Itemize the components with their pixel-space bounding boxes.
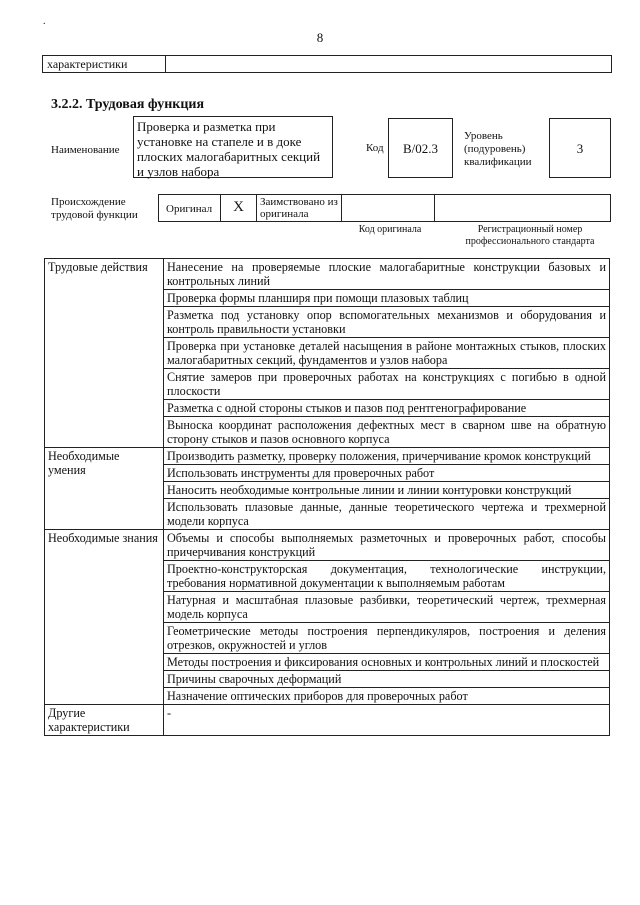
table-row: Использовать инструменты для проверочных работ [164,465,610,482]
table-row: Натурная и масштабная плазовые разбивки, теоретический чертеж, трехмерная модель корпуса [164,592,610,623]
table-row: Методы построения и фиксирования основных и контрольных линий и плоскостей [164,654,610,671]
scan-mark: . [43,16,46,27]
top-row [42,55,612,73]
section-header: Необходимые умения [45,448,164,530]
table-row: Производить разметку, проверку положения, причерчивание кромок конструкций [164,448,610,465]
kod-label: Код [366,142,384,154]
function-name: Проверка и разметка при установке на стапеле и в доке плоских малогабаритных секций и узлов набора [133,116,333,178]
table-row: Проверка формы планширя при помощи плазовых таблиц [164,290,610,307]
origin-reg-cell [435,195,610,221]
table-row: Наносить необходимые контрольные линии и линии контуровки конструкций [164,482,610,499]
uroven-label: Уровень (подуровень) квалификации [464,130,532,168]
table-row: Объемы и способы выполняемых разметочных и проверочных работ, способы причерчивания конструкций [164,530,610,561]
kod-value: B/02.3 [388,118,453,178]
reg-caption: Регистрационный номер профессионального стандарта [465,224,595,247]
table-row: Назначение оптических приборов для проверочных работ [164,688,610,705]
origin-original: Оригинал [159,195,221,221]
function-table [44,258,610,736]
top-row-label: характеристики [43,56,166,72]
table-row: Разметка под установку опор вспомогательных механизмов и оборудования и контроль правильности установки [164,307,610,338]
table-row: Проверка при установке деталей насыщения в районе монтажных стыков, плоских малогабаритных секций, фундаментов и узлов набора [164,338,610,369]
section-header: Трудовые действия [45,259,164,448]
table-row: Геометрические методы построения перпендикуляров, построения и деления отрезков, окружностей и углов [164,623,610,654]
table-row: Нанесение на проверяемые плоские малогабаритные конструкции базовых и контрольных линий [164,259,610,290]
origin-row [158,194,611,222]
naim-label: Наименование [51,144,120,156]
uroven-value: 3 [549,118,611,178]
origin-mark: X [221,195,257,221]
table-row: Снятие замеров при проверочных работах на конструкциях с погибью в одной плоскости [164,369,610,400]
code-caption: Код оригинала [358,224,422,235]
table-row: Разметка с одной стороны стыков и пазов под рентгенографирование [164,400,610,417]
table-row: Проектно-конструкторская документация, технологические инструкции, требования нормативной документации к выполняемым работам [164,561,610,592]
origin-code-cell [342,195,435,221]
table-row: Использовать плазовые данные, данные теоретического чертежа и трехмерной модели корпуса [164,499,610,530]
section-title: 3.2.2. Трудовая функция [51,97,205,112]
section-header: Другие характеристики [45,705,164,736]
table-row: - [164,705,610,736]
table-row: Выноска координат расположения дефектных мест в сварном шве на обратную сторону стыков и пазов основного корпуса [164,417,610,448]
section-header: Необходимые знания [45,530,164,705]
origin-label: Происхождение трудовой функции [51,196,138,221]
table-row: Причины сварочных деформаций [164,671,610,688]
page-number: 8 [316,30,324,45]
origin-borrowed: Заимствовано из оригинала [257,195,342,221]
